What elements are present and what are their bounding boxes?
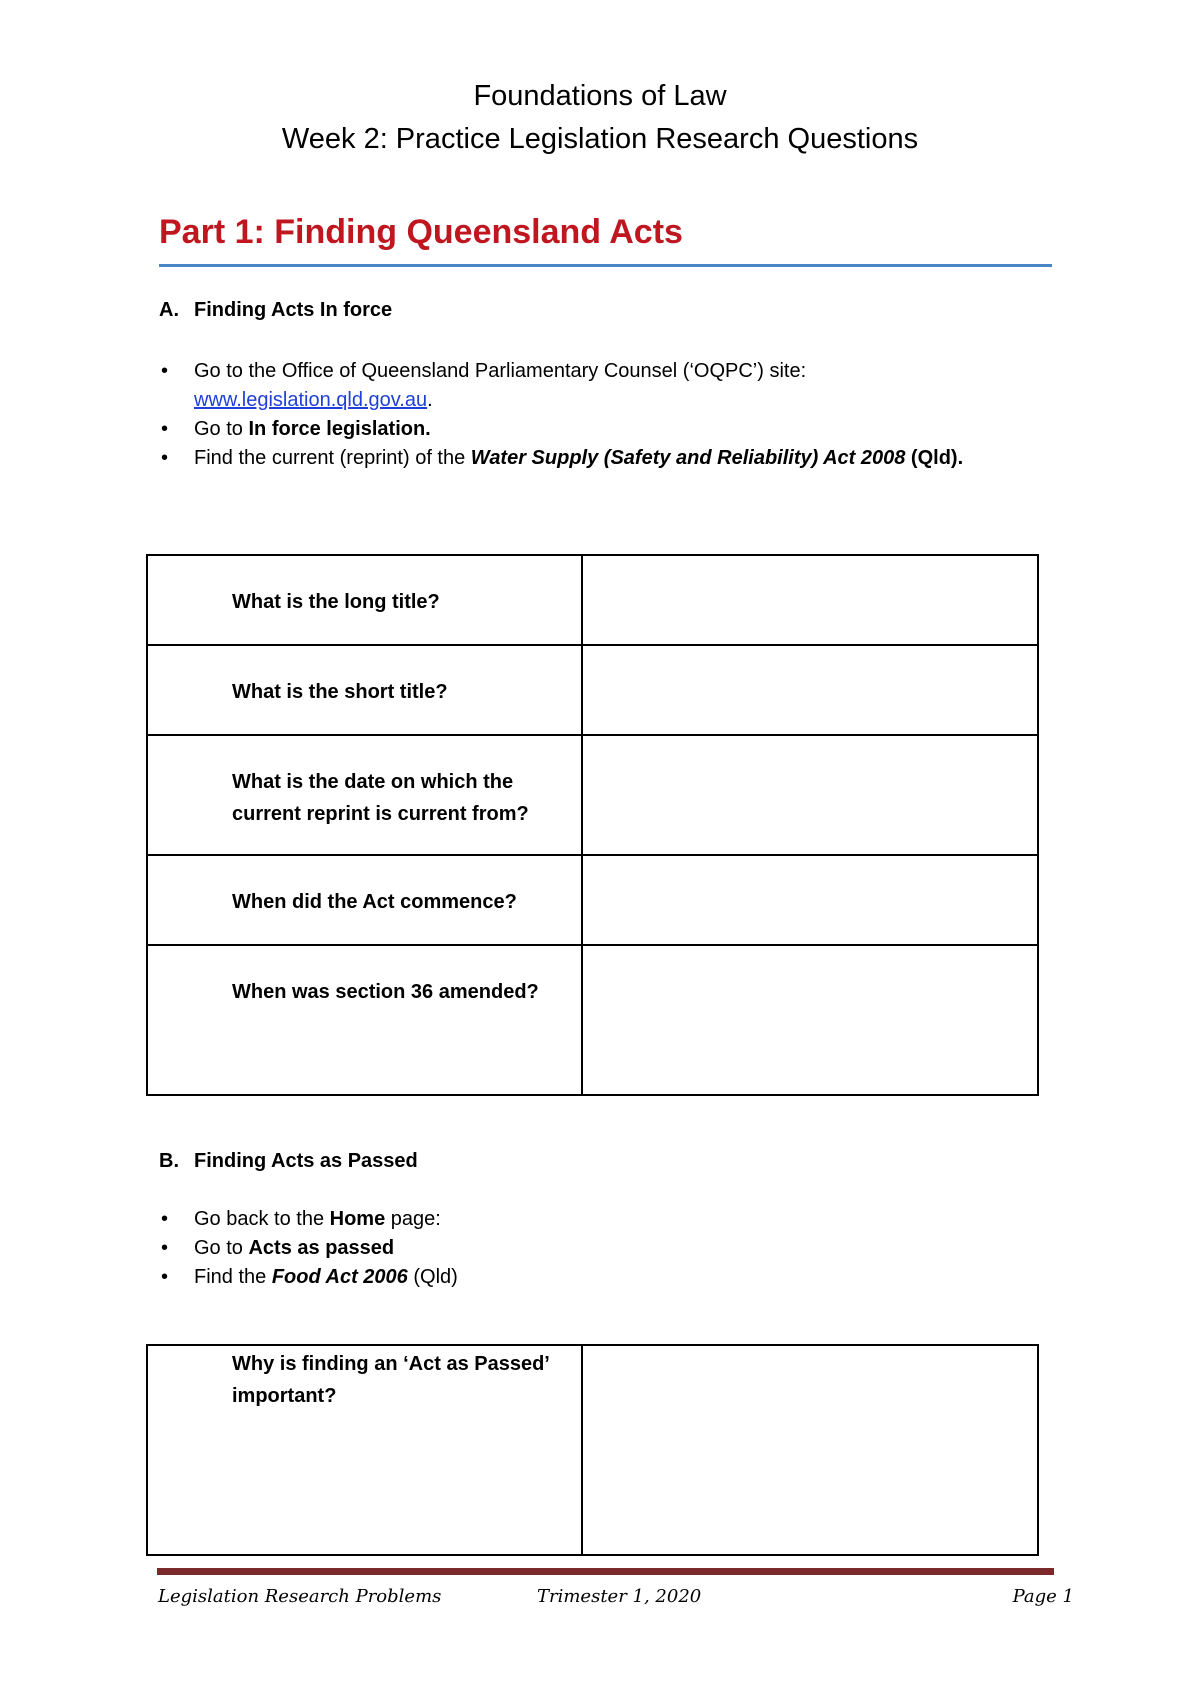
answer-cell[interactable] [582, 735, 1038, 855]
answer-cell[interactable] [582, 855, 1038, 945]
question-text: When was section 36 amended? [232, 981, 539, 1003]
list-item [159, 444, 963, 473]
question-cell [147, 945, 582, 1095]
table-row [147, 1345, 1038, 1555]
question-cell [147, 855, 582, 945]
bullet-icon: • [161, 1208, 169, 1230]
section-b-letter: B. [159, 1150, 179, 1172]
bullet-icon: • [161, 1266, 169, 1288]
question-cell [147, 555, 582, 645]
in-force-questions-table [146, 554, 1039, 1096]
bullet-bold-text: In force legislation. [248, 418, 431, 440]
list-item [159, 1205, 458, 1234]
bullet-text: page: [385, 1208, 441, 1230]
section-a-heading [159, 299, 392, 322]
footer-rule [157, 1568, 1054, 1575]
part-heading: Part 1: Finding Queensland Acts [159, 213, 683, 251]
section-a-bullets [159, 357, 963, 473]
footer-left: Legislation Research Problems [158, 1586, 442, 1607]
table-row [147, 555, 1038, 645]
bullet-text: Find the [194, 1266, 272, 1288]
bullet-text: Go to [194, 1237, 249, 1259]
section-a-title: Finding Acts In force [194, 299, 393, 321]
part-heading-rule [159, 264, 1052, 267]
table-row [147, 645, 1038, 735]
question-cell [147, 645, 582, 735]
question-cell [147, 735, 582, 855]
question-text: When did the Act commence? [232, 891, 517, 913]
bullet-text: Go back to the [194, 1208, 330, 1230]
answer-cell[interactable] [582, 1345, 1038, 1555]
question-text: Why is finding an ‘Act as Passed’ important? [232, 1353, 549, 1407]
act-name: Water Supply (Safety and Reliability) Act 2008 [470, 447, 906, 469]
bullet-icon: • [161, 1237, 169, 1259]
answer-cell[interactable] [582, 645, 1038, 735]
section-b-heading [159, 1150, 418, 1173]
bullet-bold-text: Acts as passed [248, 1237, 395, 1259]
footer-center: Trimester 1, 2020 [537, 1586, 702, 1607]
table-row [147, 735, 1038, 855]
bullet-bold-text: Home [329, 1208, 386, 1230]
legislation-site-link[interactable]: www.legislation.qld.gov.au [194, 389, 428, 411]
section-b-title: Finding Acts as Passed [194, 1150, 418, 1172]
bullet-text: Find the current (reprint) of the [194, 447, 471, 469]
list-item [159, 1263, 458, 1292]
table-row [147, 945, 1038, 1095]
bullet-icon: • [161, 447, 169, 469]
bullet-icon: • [161, 418, 169, 440]
bullet-text: (Qld). [905, 447, 964, 469]
question-text: What is the date on which the current reprint is current from? [232, 771, 529, 825]
as-passed-questions-table [146, 1344, 1039, 1556]
bullet-text: Go to [194, 418, 249, 440]
answer-cell[interactable] [582, 555, 1038, 645]
document-subtitle: Week 2: Practice Legislation Research Questions [281, 123, 919, 155]
question-cell [147, 1345, 582, 1555]
act-name: Food Act 2006 [271, 1266, 408, 1288]
question-text: What is the short title? [232, 681, 448, 703]
section-b-bullets [159, 1205, 458, 1292]
list-item [159, 357, 963, 415]
bullet-text: Go to the Office of Queensland Parliamentary Counsel (‘OQPC’) site: [194, 360, 807, 382]
bullet-icon: • [161, 360, 169, 382]
footer-page-number: Page 1 [1012, 1586, 1074, 1607]
section-a-letter: A. [159, 299, 179, 321]
list-item [159, 415, 963, 444]
bullet-text: . [427, 389, 433, 411]
question-text: What is the long title? [232, 591, 440, 613]
answer-cell[interactable] [582, 945, 1038, 1095]
bullet-text: (Qld) [407, 1266, 458, 1288]
list-item [159, 1234, 458, 1263]
table-row [147, 855, 1038, 945]
document-title: Foundations of Law [473, 80, 727, 112]
